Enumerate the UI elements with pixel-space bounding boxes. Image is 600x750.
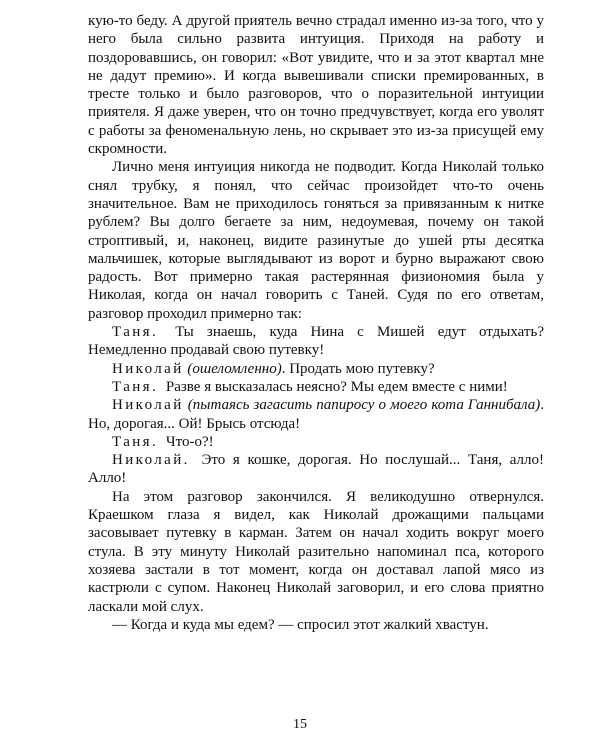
dialogue-line (88, 433, 544, 451)
page-number: 15 (293, 717, 307, 732)
dialogue-line (88, 396, 544, 433)
speaker-name: Николай (112, 360, 184, 377)
speaker-name: Николай (112, 397, 184, 414)
paragraph: На этом разговор закончился. Я великодушно отвернулся. Краешком глаза я видел, как Николай дрожащими пальцами засовывает путевку в карман. Затем он начал ходить вокруг моего стула. В эту минуту Николай разительно напоминал пса, которого хозяева застали в тот момент, когда он доставал лапой мясо из кастрюли с супом. Наконец Николай заговорил, и его слова приятно ласкали мой слух. (88, 488, 544, 615)
dialogue-text: Это я кошке, дорогая. Но послушай... Таня, алло! Алло! (88, 452, 545, 487)
dialogue-text: Что-о?! (165, 433, 214, 450)
speaker-name: Таня. (112, 324, 159, 341)
dialogue-text: . Но, дорогая... Ой! Брысь отсюда! (88, 397, 544, 432)
dialogue-line (88, 360, 544, 378)
dialogue-line (88, 378, 544, 396)
dialogue-text: Разве я высказалась неясно? Мы едем вместе с ними! (165, 378, 508, 395)
body-text (88, 12, 544, 634)
stage-direction: (пытаясь загасить папиросу о моего кота Ганнибала) (187, 397, 541, 414)
speaker-name: Таня. (112, 433, 159, 450)
speaker-name: Николай. (112, 452, 190, 469)
paragraph: кую-то беду. А другой приятель вечно страдал именно из-за того, что у него была сильно развита интуиция. Приходя на работу и поздоровавшись, он говорил: «Вот увидите, что и за этот квартал мне не дадут премию». И когда вывешивали списки премированных, в тресте только и было разговоров, что о поразительной интуиции приятеля. Я даже уверен, что он точно предчувствует, когда его уволят с работы за феноменальную лень, но скрывает это из-за присущей ему скромности. (88, 13, 544, 158)
dialogue-line (88, 323, 544, 360)
dialogue-text: Ты знаешь, куда Нина с Мишей едут отдыхать? Немедленно продавай свою путевку! (88, 324, 544, 359)
dialogue-text: . Продать мою путевку? (281, 360, 435, 377)
paragraph: Лично меня интуиция никогда не подводит. Когда Николай только снял трубку, я понял, что сейчас произойдет что-то очень значительное. Вам не приходилось гоняться за привязанным к нитке рублем? Вы долго бегаете за ним, недоумевая, почему он такой строптивый, и, наконец, видите разинутые до ушей рты десятка мальчишек, которые выглядывают из ворот и бурно выражают свою радость. Вот примерно такая растерянная физиономия была у Николая, когда он начал говорить с Таней. Судя по его ответам, разговор проходил примерно так: (88, 159, 544, 322)
stage-direction: (ошеломленно) (187, 360, 282, 377)
speaker-name: Таня. (112, 378, 159, 395)
dialogue-line (88, 451, 544, 488)
paragraph: — Когда и куда мы едем? — спросил этот жалкий хвастун. (112, 616, 489, 633)
